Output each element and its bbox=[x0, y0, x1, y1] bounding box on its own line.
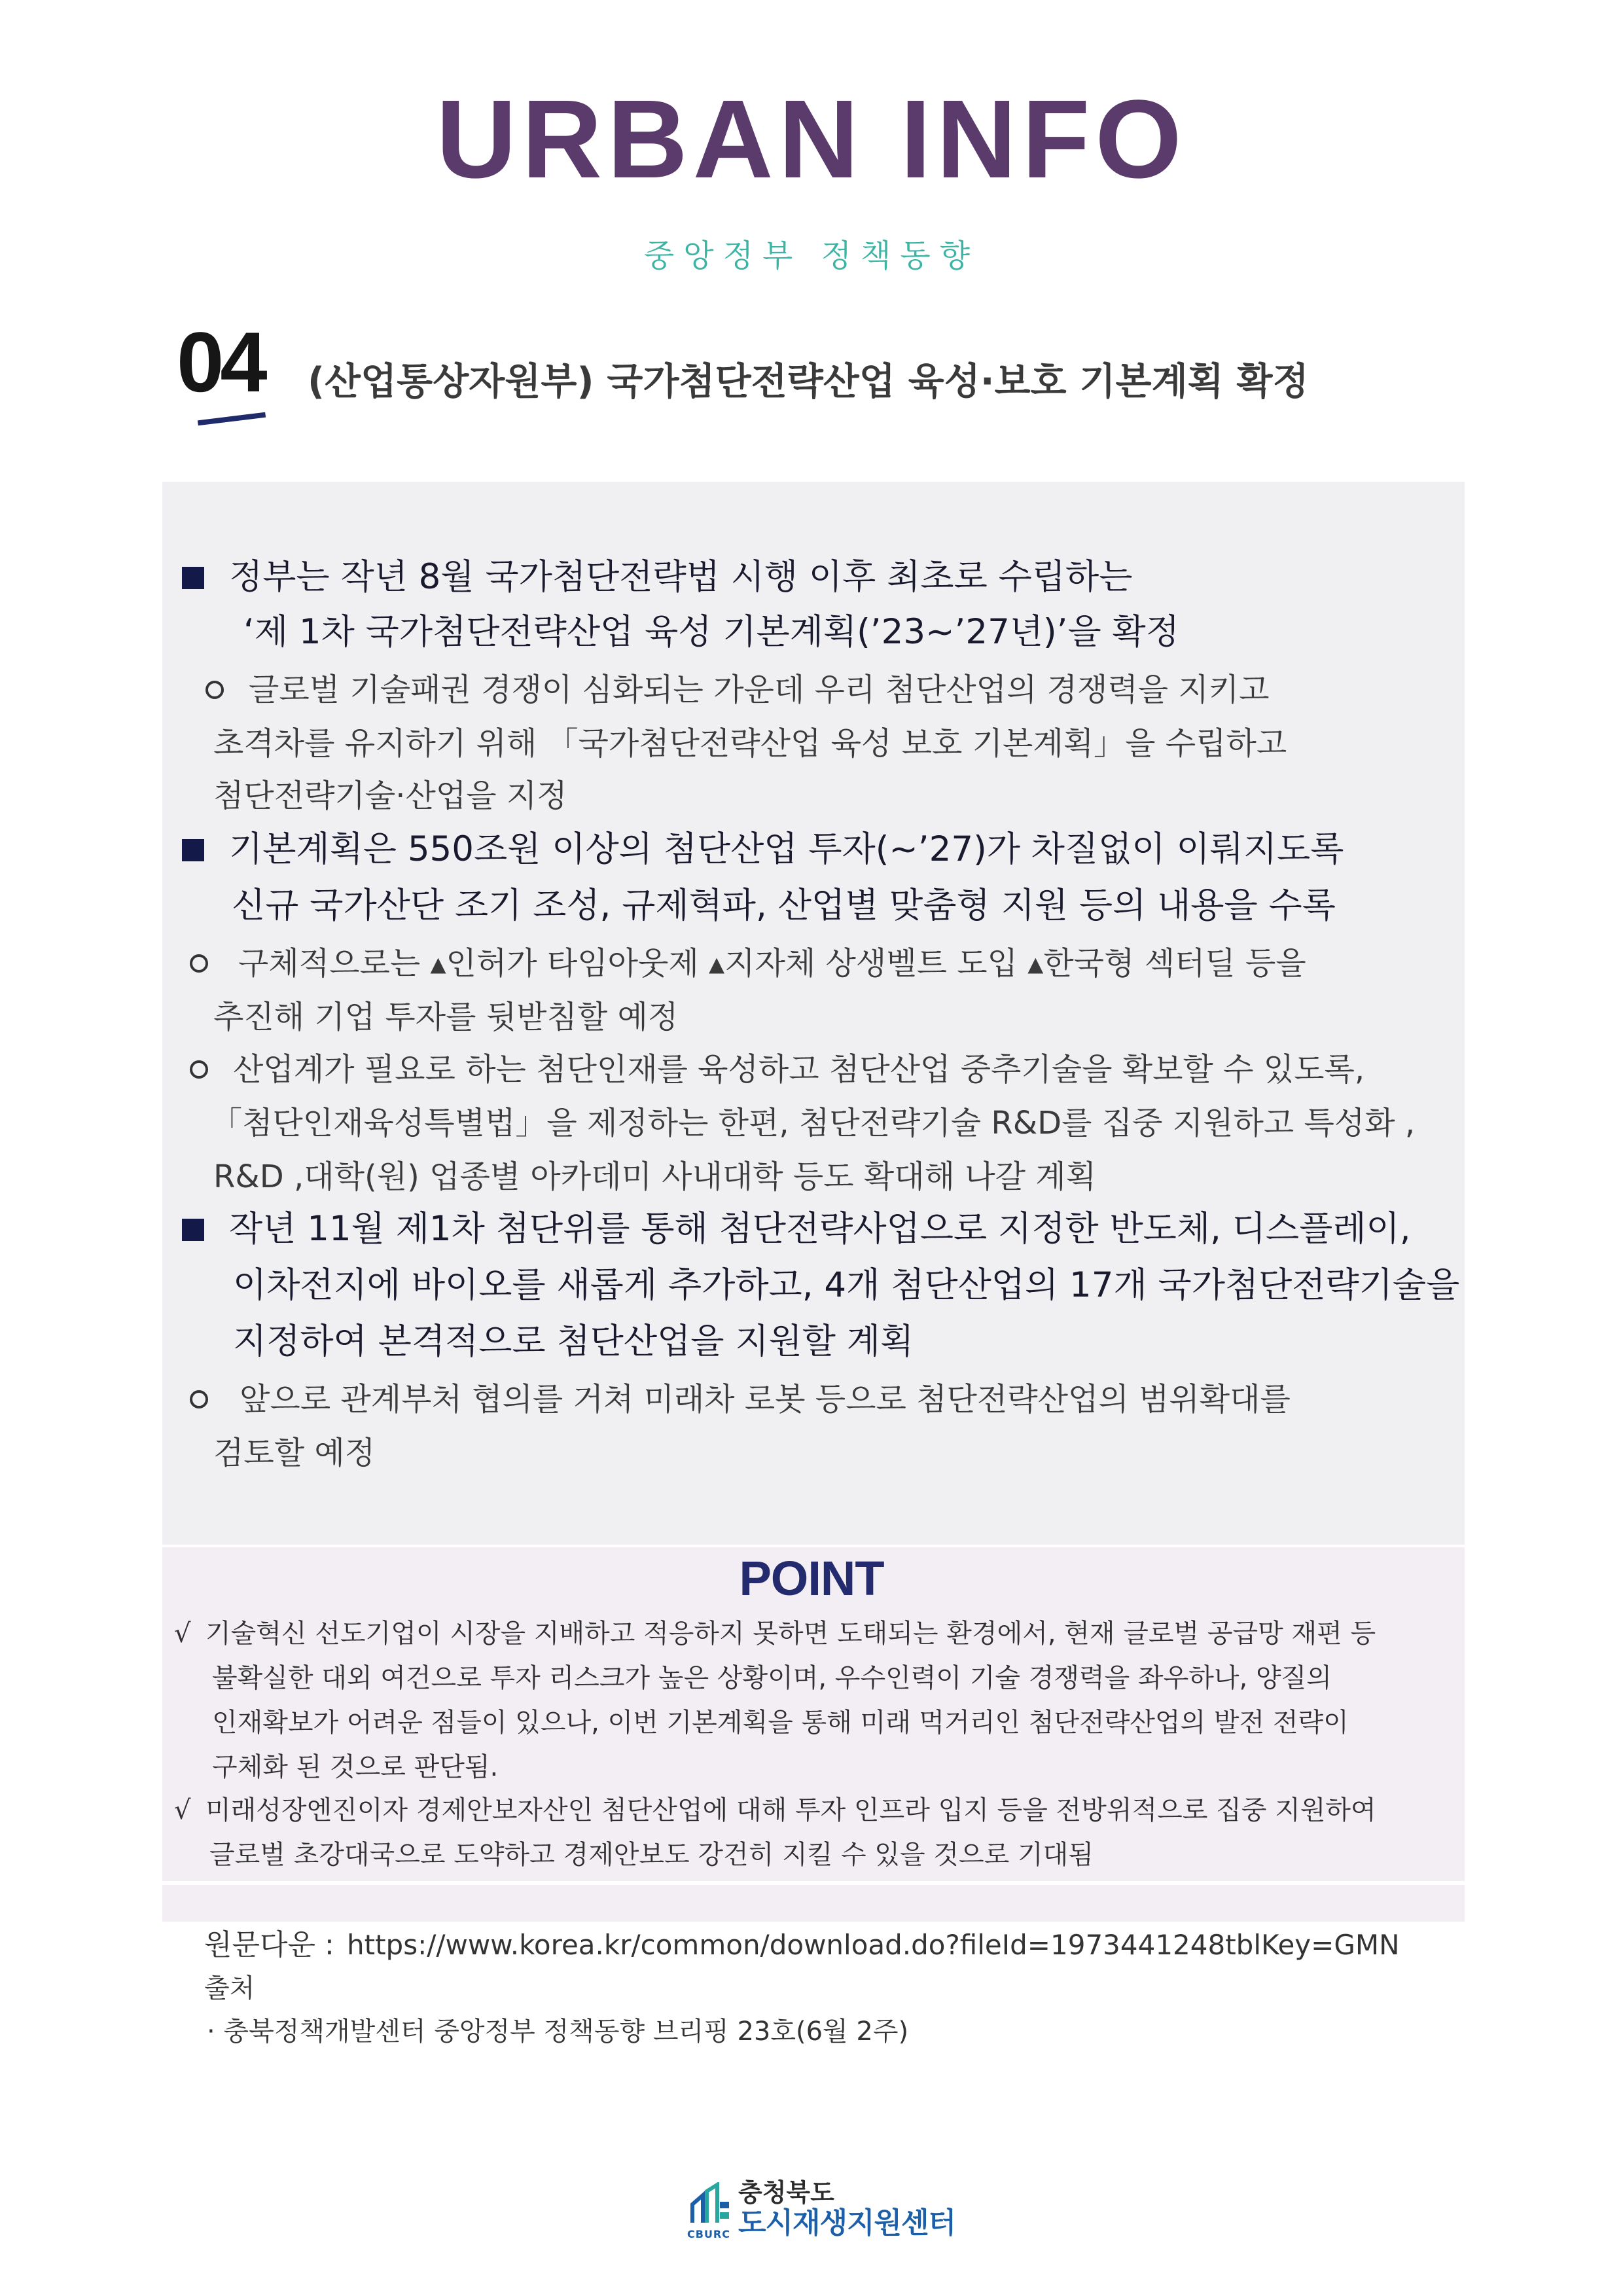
download-label: 원문다운 : bbox=[204, 1928, 334, 1962]
bullet-2-line-1: 기본계획은 550조원 이상의 첨단산업 투자(~’27)가 차질없이 이뤄지도록 bbox=[229, 829, 1344, 869]
square-bullet-icon bbox=[182, 839, 204, 861]
bullet-1-line-1: 정부는 작년 8월 국가첨단전략법 시행 이후 최초로 수립하는 bbox=[229, 557, 1133, 597]
point-title: POINT bbox=[739, 1551, 884, 1605]
bullet-1-line-2: ‘제 1차 국가첨단전략산업 육성 기본계획(’23~’27년)’을 확정 bbox=[243, 612, 1179, 652]
download-link[interactable]: https://www.korea.kr/common/download.do?fileId=1973441248tblKey=GMN bbox=[347, 1929, 1400, 1961]
circle-bullet-icon bbox=[190, 1390, 208, 1408]
source-text: · 충북정책개발센터 중앙정부 정책동향 브리핑 23호(6월 2주) bbox=[207, 2017, 909, 2047]
point-2-line-2: 글로벌 초강대국으로 도약하고 경제안보도 강건히 지킬 수 있을 것으로 기대됨 bbox=[209, 1840, 1094, 1870]
logo-line-2: 도시재생지원센터 bbox=[738, 2206, 956, 2240]
point-1-line-1: 기술혁신 선도기업이 시장을 지배하고 적응하지 못하면 도태되는 환경에서, 현재 글로벌 공급망 재편 등 bbox=[205, 1619, 1376, 1649]
point-1-line-3: 인재확보가 어려운 점들이 있으나, 이번 기본계획을 통해 미래 먹거리인 첨단전략산업의 발전 전략이 bbox=[212, 1708, 1349, 1738]
bullet-3-line-2: 이차전지에 바이오를 새롭게 추가하고, 4개 첨단산업의 17개 국가첨단전략기술을 bbox=[233, 1265, 1460, 1305]
bullet-3-sub-line-1: 앞으로 관계부처 협의를 거쳐 미래차 로봇 등으로 첨단전략산업의 범위확대를 bbox=[240, 1381, 1291, 1418]
circle-bullet-icon bbox=[190, 954, 208, 973]
page-title: URBAN INFO bbox=[436, 77, 1187, 202]
bullet-1-sub-line-1: 글로벌 기술패권 경쟁이 심화되는 가운데 우리 첨단산업의 경쟁력을 지키고 bbox=[249, 672, 1270, 708]
check-icon: √ bbox=[174, 1619, 191, 1649]
building-logo-icon bbox=[687, 2182, 733, 2228]
bullet-3-line-1: 작년 11월 제1차 첨단위를 통해 첨단전략사업으로 지정한 반도체, 디스플레이, bbox=[229, 1209, 1411, 1249]
point-2-line-1: 미래성장엔진이자 경제안보자산인 첨단산업에 대해 투자 인프라 입지 등을 전방위적으로 집중 지원하여 bbox=[205, 1795, 1376, 1825]
circle-bullet-icon bbox=[205, 681, 224, 699]
bullet-2-sub-1-line-1: 구체적으로는 ▴인허가 타임아웃제 ▴지자체 상생벨트 도입 ▴한국형 섹터딜 등을 bbox=[238, 945, 1306, 982]
point-1-line-4: 구체화 된 것으로 판단됨. bbox=[212, 1752, 499, 1782]
bullet-2-sub-1-line-2: 추진해 기업 투자를 뒷받침할 예정 bbox=[213, 999, 679, 1035]
bullet-2-sub-2-line-2: 「첨단인재육성특별법」을 제정하는 한편, 첨단전략기술 R&D를 집중 지원하고 특성화 , bbox=[211, 1105, 1416, 1141]
square-bullet-icon bbox=[182, 1219, 204, 1241]
section-number: 04 bbox=[177, 314, 264, 410]
bullet-3-sub-line-2: 검토할 예정 bbox=[213, 1435, 376, 1471]
bullet-2-sub-2-line-1: 산업계가 필요로 하는 첨단인재를 육성하고 첨단산업 중추기술을 확보할 수 있도록, bbox=[233, 1051, 1365, 1088]
section-title: (산업통상자원부) 국가첨단전략산업 육성·보호 기본계획 확정 bbox=[308, 360, 1309, 403]
circle-bullet-icon bbox=[190, 1060, 208, 1079]
square-bullet-icon bbox=[182, 567, 204, 589]
bullet-3-line-3: 지정하여 본격적으로 첨단산업을 지원할 계획 bbox=[233, 1321, 914, 1361]
section-underline bbox=[198, 412, 266, 426]
point-1-line-2: 불확실한 대외 여건으로 투자 리스크가 높은 상황이며, 우수인력이 기술 경쟁력을 좌우하나, 양질의 bbox=[212, 1663, 1332, 1693]
bullet-1-sub-line-3: 첨단전략기술·산업을 지정 bbox=[213, 778, 567, 814]
reference-box bbox=[162, 1885, 1465, 1922]
logo-english: CBURC bbox=[687, 2228, 730, 2240]
check-icon: √ bbox=[174, 1795, 191, 1825]
page-subtitle: 중앙정부 정책동향 bbox=[643, 238, 980, 274]
bullet-1-sub-line-2: 초격차를 유지하기 위해 「국가첨단전략산업 육성 보호 기본계획」을 수립하고 bbox=[213, 725, 1287, 762]
bullet-2-line-2: 신규 국가산단 조기 조성, 규제혁파, 산업별 맞춤형 지원 등의 내용을 수록 bbox=[232, 886, 1336, 925]
logo-line-1: 충청북도 bbox=[738, 2178, 834, 2207]
bullet-2-sub-2-line-3: R&D ,대학(원) 업종별 아카데미 사내대학 등도 확대해 나갈 계획 bbox=[213, 1158, 1096, 1195]
source-label: 출처 bbox=[204, 1973, 255, 2003]
cburc-logo bbox=[687, 2177, 956, 2242]
